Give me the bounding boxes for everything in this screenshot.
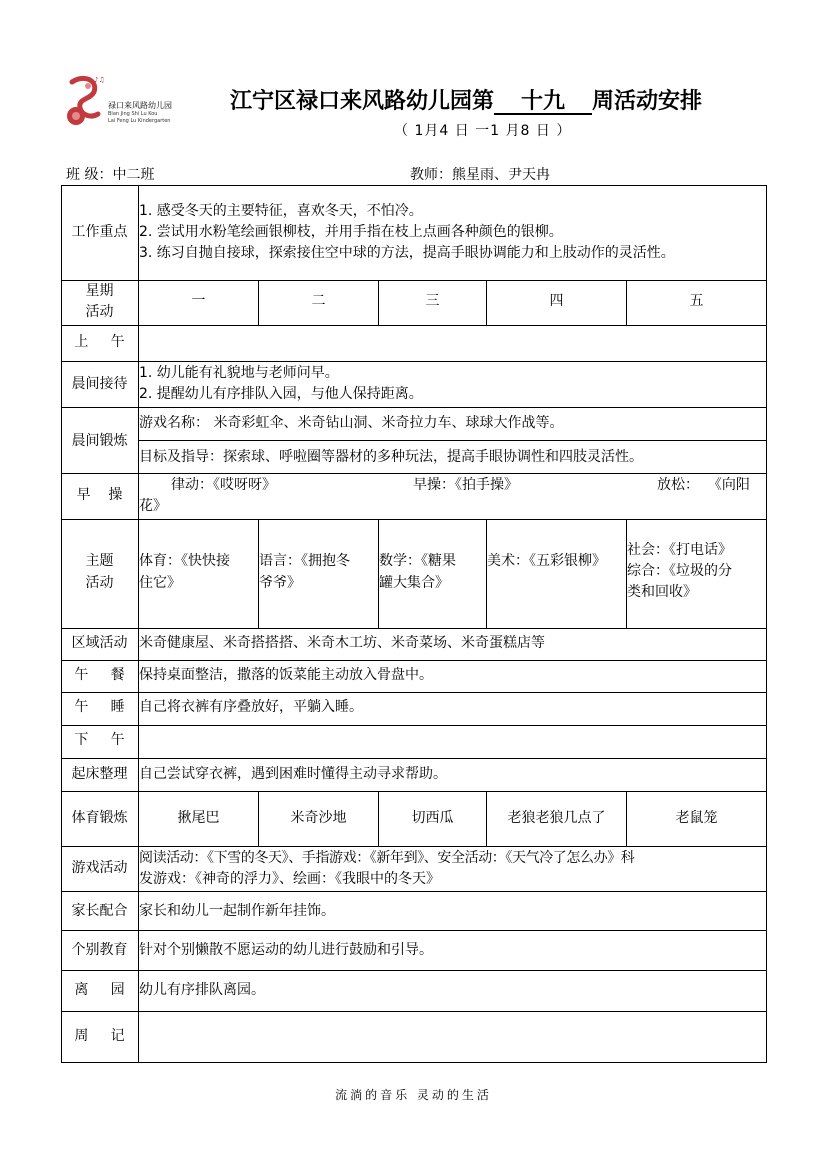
pe-wed: 切西瓜 (411, 810, 454, 826)
weekly-schedule-table (61, 185, 767, 1063)
drill-morning-exercise: 早操：《拍手操》 (413, 477, 518, 493)
nap-label: 午 睡 (74, 699, 125, 715)
logo-chinese-name: 禄口来风路幼儿园 (108, 101, 172, 110)
notes-label: 周 记 (74, 1028, 125, 1044)
reception-item-2: 2. 提醒幼儿有序排队入园，与他人保持距离。 (139, 386, 423, 402)
individual-label: 个别教育 (71, 942, 128, 958)
theme-tue-line-1: 语言：《拥抱冬 (259, 553, 350, 569)
page-footer: 流淌的音乐 灵动的生活 (335, 1088, 492, 1102)
nap-text: 自己将衣裤有序叠放好，平躺入睡。 (139, 699, 363, 715)
pe-mon: 揪尾巴 (177, 810, 220, 826)
theme-fri-line-3: 类和回收》 (627, 584, 697, 600)
weekday-thu: 四 (549, 293, 564, 309)
logo-english-line-1: Bian Jing Shi Lu Kou (108, 111, 158, 117)
work-focus-item-2: 2. 尝试用水粉笔绘画银柳枝，并用手指在枝上点画各种颜色的银柳。 (139, 224, 563, 240)
weekday-fri: 五 (689, 293, 704, 309)
work-focus-item-3: 3. 练习自抛自接球，探索接住空中球的方法，提高手眼协调能力和上肢动作的灵活性。 (139, 245, 675, 261)
pe-thu: 老狼老狼几点了 (507, 810, 606, 826)
theme-thu: 美术：《五彩银柳》 (487, 553, 606, 569)
drill-relax-part-2: 花》 (139, 498, 167, 514)
class-info: 班 级：中二班 (66, 167, 155, 183)
work-focus-label: 工作重点 (71, 224, 128, 240)
drill-rhythm: 律动：《哎呀呀》 (171, 477, 276, 493)
lunch-label: 午 餐 (74, 667, 125, 683)
reception-label: 晨间接待 (71, 376, 128, 392)
pe-fri: 老鼠笼 (675, 810, 718, 826)
theme-tue-line-2: 爷爷》 (259, 575, 301, 591)
theme-fri-line-1: 社会：《打电话》 (627, 542, 732, 558)
weekday-wed: 三 (425, 293, 440, 309)
date-range: （ 1月4 日 一1 月8 日 ） (394, 123, 572, 139)
weekday-mon: 一 (191, 293, 206, 309)
wake-text: 自己尝试穿衣裤，遇到困难时懂得主动寻求帮助。 (139, 766, 447, 782)
pe-tue: 米奇沙地 (290, 810, 347, 826)
logo-mark-icon (64, 72, 108, 128)
week-number: 十九 (494, 89, 592, 115)
parents-text: 家长和幼儿一起制作新年挂饰。 (139, 903, 335, 919)
morning-label: 上 午 (74, 334, 125, 350)
games-line-2: 发游戏：《神奇的浮力》、绘画：《我眼中的冬天》 (139, 871, 440, 887)
teacher-info: 教师：熊星雨、尹天冉 (410, 167, 550, 183)
afternoon-label: 下 午 (74, 732, 125, 748)
drill-relax-part-1: 放松： 《向阳 (657, 477, 750, 493)
work-focus-item-1: 1. 感受冬天的主要特征，喜欢冬天，不怕冷。 (139, 203, 423, 219)
exercise-guidance: 目标及指导：探索球、呼啦圈等器材的多种玩法，提高手眼协调性和四肢灵活性。 (139, 449, 643, 465)
drill-label: 早 操 (76, 487, 123, 503)
wake-label: 起床整理 (71, 766, 128, 782)
theme-fri-line-2: 综合：《垃圾的分 (627, 563, 732, 579)
leave-text: 幼儿有序排队离园。 (139, 982, 265, 998)
theme-mon-line-1: 体育：《快快接 (139, 553, 230, 569)
theme-mon-line-2: 住它》 (139, 575, 181, 591)
title-prefix: 江宁区禄口来风路幼儿园第 (230, 88, 495, 114)
weekday-label-top: 星期 (85, 283, 114, 299)
theme-label-bottom: 活动 (85, 575, 114, 591)
svg-text:♪♫: ♪♫ (94, 76, 105, 84)
leave-label: 离 园 (74, 982, 125, 998)
lunch-text: 保持桌面整洁，撒落的饭菜能主动放入骨盘中。 (139, 667, 433, 683)
pe-label: 体育锻炼 (71, 810, 128, 826)
games-label: 游戏活动 (71, 860, 128, 876)
area-text: 米奇健康屋、米奇搭搭搭、米奇木工坊、米奇菜场、米奇蛋糕店等 (139, 635, 545, 651)
individual-text: 针对个别懒散不愿运动的幼儿进行鼓励和引导。 (139, 942, 433, 958)
exercise-label: 晨间锻炼 (71, 433, 128, 449)
exercise-games: 游戏名称： 米奇彩虹伞、米奇钻山洞、米奇拉力车、球球大作战等。 (139, 415, 564, 431)
theme-label-top: 主题 (85, 553, 114, 569)
page-title (230, 84, 702, 115)
weekday-label-bottom: 活动 (85, 304, 114, 320)
parents-label: 家长配合 (71, 903, 128, 919)
games-line-1: 阅读活动：《下雪的冬天》、手指游戏：《新年到》、安全活动：《天气冷了怎么办》科 (139, 850, 635, 866)
kindergarten-logo (64, 72, 184, 128)
reception-item-1: 1. 幼儿能有礼貌地与老师问早。 (139, 365, 339, 381)
logo-english-line-2: Lai Feng Lu Kindergarten (108, 118, 171, 124)
weekday-tue: 二 (311, 293, 326, 309)
theme-wed-line-1: 数学：《糖果 (379, 553, 456, 569)
area-label: 区域活动 (71, 635, 128, 651)
theme-wed-line-2: 罐大集合》 (379, 575, 449, 591)
title-suffix: 周活动安排 (592, 88, 703, 114)
